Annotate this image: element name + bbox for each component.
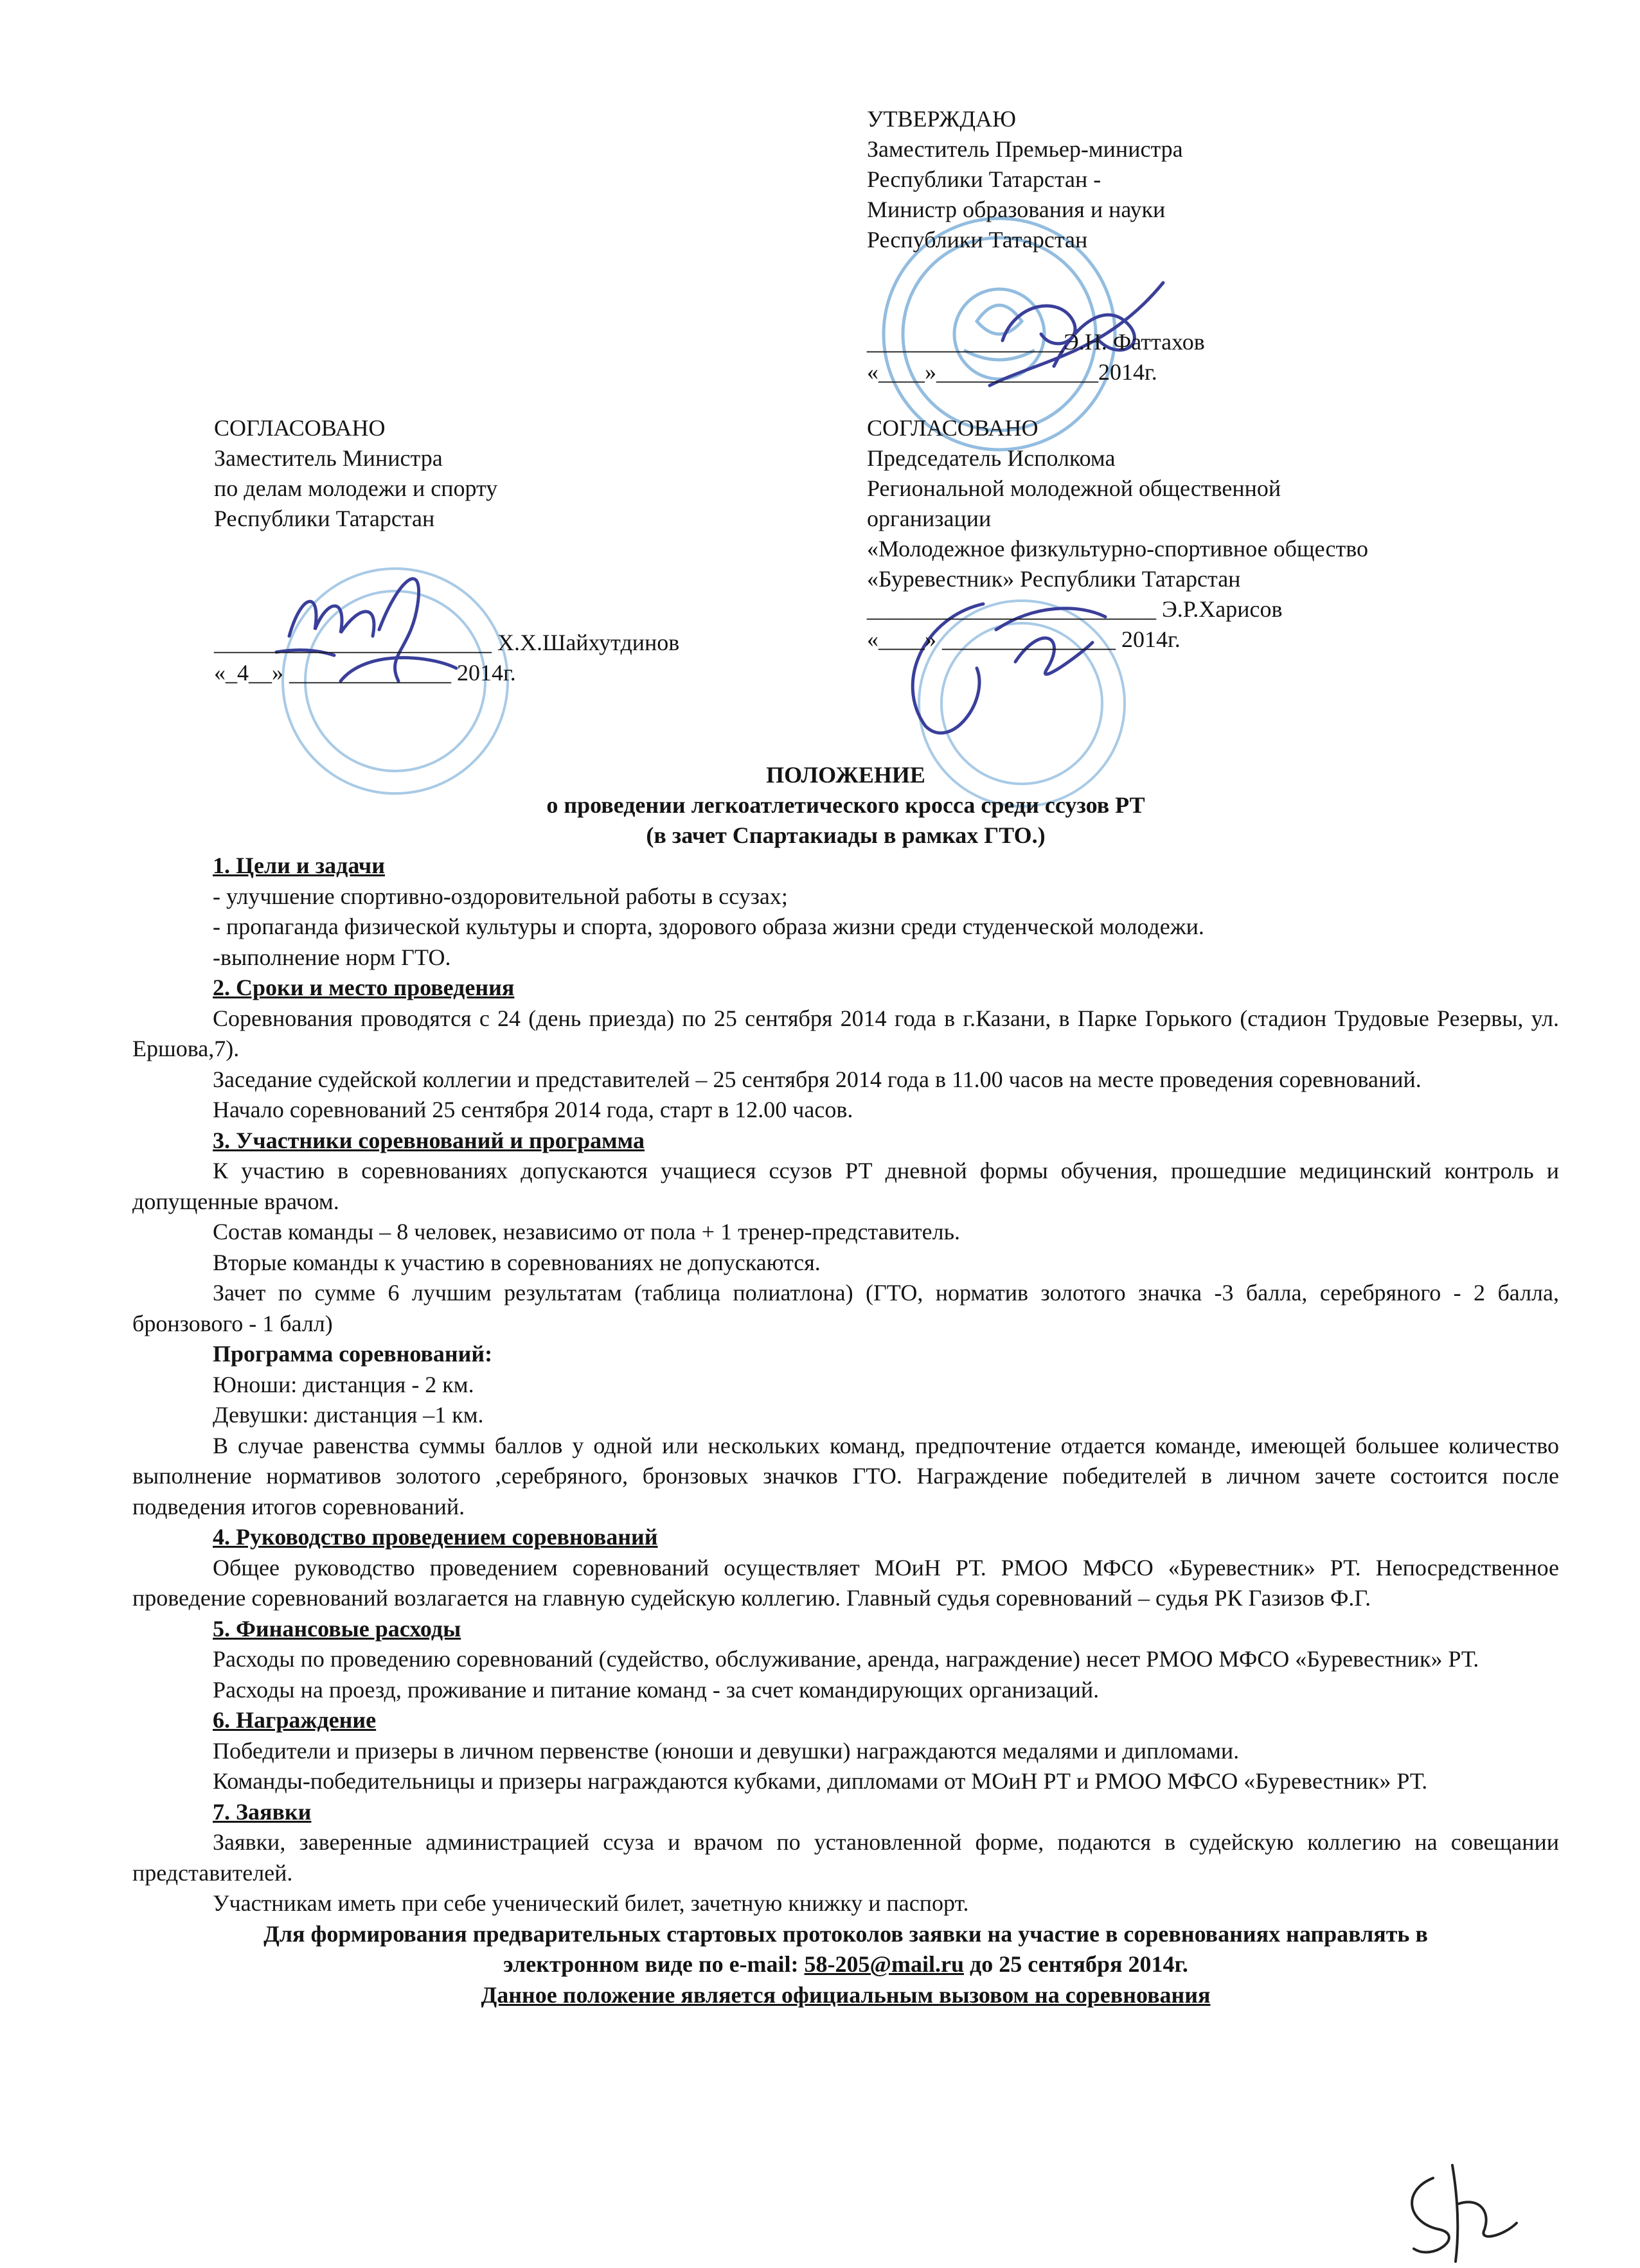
agreed-left-date-text: «_4__» ______________ 2014г.	[214, 660, 516, 686]
footer-line-2-suffix: до 25 сентября 2014г.	[964, 1951, 1188, 1977]
agreed-right-line: Региональной молодежной общественной	[867, 475, 1281, 501]
agreed-right-line: Председатель Исполкома	[867, 445, 1116, 471]
footer-line-1: Для формирования предварительных стартовых протоколов заявки на участие в соревнованиях направлять в	[263, 1920, 1428, 1947]
paragraph: Состав команды – 8 человек, независимо от пола + 1 тренер-представитель.	[213, 1219, 961, 1245]
section-heading: 4. Руководство проведением соревнований	[213, 1524, 658, 1550]
approve-line: Заместитель Премьер-министра	[867, 136, 1183, 162]
section-heading: 7. Заявки	[213, 1798, 312, 1825]
email-link[interactable]: 58-205@mail.ru	[804, 1951, 964, 1977]
footer-line-2	[132, 1949, 1559, 1980]
section-heading: 1. Цели и задачи	[213, 853, 385, 878]
approve-block	[867, 104, 1183, 255]
title-line-2: о проведении легкоатлетического кросса среди ссузов РТ	[546, 792, 1145, 818]
agreed-right-date-text: «____» _______________ 2014г.	[867, 626, 1181, 652]
paragraph: Участникам иметь при себе ученический билет, зачетную книжку и паспорт.	[213, 1890, 969, 1916]
paragraph: Соревнования проводятся с 24 (день приезда) по 25 сентября 2014 года в г.Казани, в Парке Горького (стадион Трудовые Резервы, ул. Ершова,7).	[132, 1005, 1559, 1061]
paragraph: Вторые команды к участию в соревнованиях не допускаются.	[213, 1249, 821, 1275]
paragraph: Заявки, заверенные администрацией ссуза и врачом по установленной форме, подаются в судейскую коллегию на совещании представителей.	[132, 1829, 1559, 1886]
agreed-left-signature	[214, 628, 679, 688]
agreed-right-block	[867, 413, 1368, 655]
paragraph: - пропаганда физической культуры и спорта, здорового образа жизни среди студенческой молодежи.	[213, 914, 1204, 939]
approve-line: Республики Татарстан	[867, 227, 1088, 252]
paragraph: Победители и призеры в личном первенстве (юноши и девушки) награждаются медалями и дипломами.	[213, 1737, 1240, 1764]
agreed-left-line: Заместитель Министра	[214, 445, 443, 471]
section-heading: 5. Финансовые расходы	[213, 1615, 461, 1642]
bottom-signature	[1395, 2152, 1523, 2268]
agreed-right-heading: СОГЛАСОВАНО	[867, 415, 1038, 441]
paragraph: Начало соревнований 25 сентября 2014 года, старт в 12.00 часов.	[213, 1097, 853, 1122]
agreed-left-line: Республики Татарстан	[214, 506, 435, 531]
paragraph: К участию в соревнованиях допускаются учащиеся ссузов РТ дневной формы обучения, прошедшие медицинский контроль и допущенные врачом.	[132, 1158, 1559, 1214]
paragraph: Девушки: дистанция –1 км.	[213, 1402, 484, 1428]
approve-signature-text: _________________Э.Н. Фаттахов	[867, 329, 1205, 355]
paragraph: Юноши: дистанция - 2 км.	[213, 1371, 474, 1397]
agreed-left-block	[214, 413, 497, 534]
approve-date-text: «____»______________2014г.	[867, 359, 1157, 385]
document-title	[132, 760, 1559, 851]
agreed-right-line: «Буревестник» Республики Татарстан	[867, 566, 1241, 592]
paragraph: Команды-победительницы и призеры награждаются кубками, дипломами от МОиН РТ и РМОО МФСО «Буревестник» РТ.	[213, 1768, 1428, 1794]
paragraph: Общее руководство проведением соревнований осуществляет МОиН РТ. РМОО МФСО «Буревестник» РТ. Непосредственное проведение соревнований возлагается на главную судейскую коллегию. Главный судья соревнований – судья РК Газизов Ф.Г.	[132, 1554, 1559, 1611]
approve-line: Министр образования и науки	[867, 197, 1166, 222]
footer-line-3: Данное положение является официальным вызовом на соревнования	[481, 1981, 1211, 2008]
paragraph: Зачет по сумме 6 лучшим результатам (таблица полиатлона) (ГТО, норматив золотого значка -3 балла, серебряного - 2 балла, бронзового - 1 балл)	[132, 1280, 1559, 1336]
approve-heading: УТВЕРЖДАЮ	[867, 106, 1017, 132]
paragraph: Расходы на проезд, проживание и питание команд - за счет командирующих организаций.	[213, 1676, 1100, 1703]
agreed-left-line: по делам молодежи и спорту	[214, 475, 498, 501]
approve-line: Республики Татарстан -	[867, 166, 1101, 192]
agreed-right-line: «Молодежное физкультурно-спортивное общество	[867, 536, 1368, 562]
paragraph: -выполнение норм ГТО.	[213, 944, 451, 970]
agreed-right-signature-text: _________________________ Э.Р.Харисов	[867, 596, 1283, 622]
approve-signature-line	[867, 327, 1205, 387]
agreed-left-heading: СОГЛАСОВАНО	[214, 415, 386, 441]
footer-line-2-prefix: электронном виде по e-mail:	[503, 1951, 805, 1977]
paragraph: Заседание судейской коллегии и представителей – 25 сентября 2014 года в 11.00 часов на месте проведения соревнований.	[213, 1066, 1422, 1092]
title-line-1: ПОЛОЖЕНИЕ	[766, 762, 925, 788]
agreed-left-signature-text: ________________________ Х.Х.Шайхутдинов	[214, 630, 680, 655]
section-heading: 3. Участники соревнований и программа	[213, 1127, 645, 1153]
program-heading: Программа соревнований:	[213, 1341, 493, 1367]
section-heading: 2. Сроки и место проведения	[213, 975, 515, 1000]
paragraph: Расходы по проведению соревнований (судейство, обслуживание, аренда, награждение) несет РМОО МФСО «Буревестник» РТ.	[213, 1646, 1479, 1672]
title-line-3: (в зачет Спартакиады в рамках ГТО.)	[646, 822, 1046, 848]
agreed-right-line: организации	[867, 506, 992, 531]
section-heading: 6. Награждение	[213, 1707, 377, 1733]
paragraph: - улучшение спортивно-оздоровительной работы в ссузах;	[213, 883, 788, 909]
paragraph: В случае равенства суммы баллов у одной или нескольких команд, предпочтение отдается команде, имеющей большее количество выполнение нормативов золотого ,серебряного, бронзовых значков ГТО. Награждение победителей в личном зачете состоится после подведения итогов соревнований.	[132, 1432, 1559, 1519]
document-body	[132, 851, 1559, 2010]
